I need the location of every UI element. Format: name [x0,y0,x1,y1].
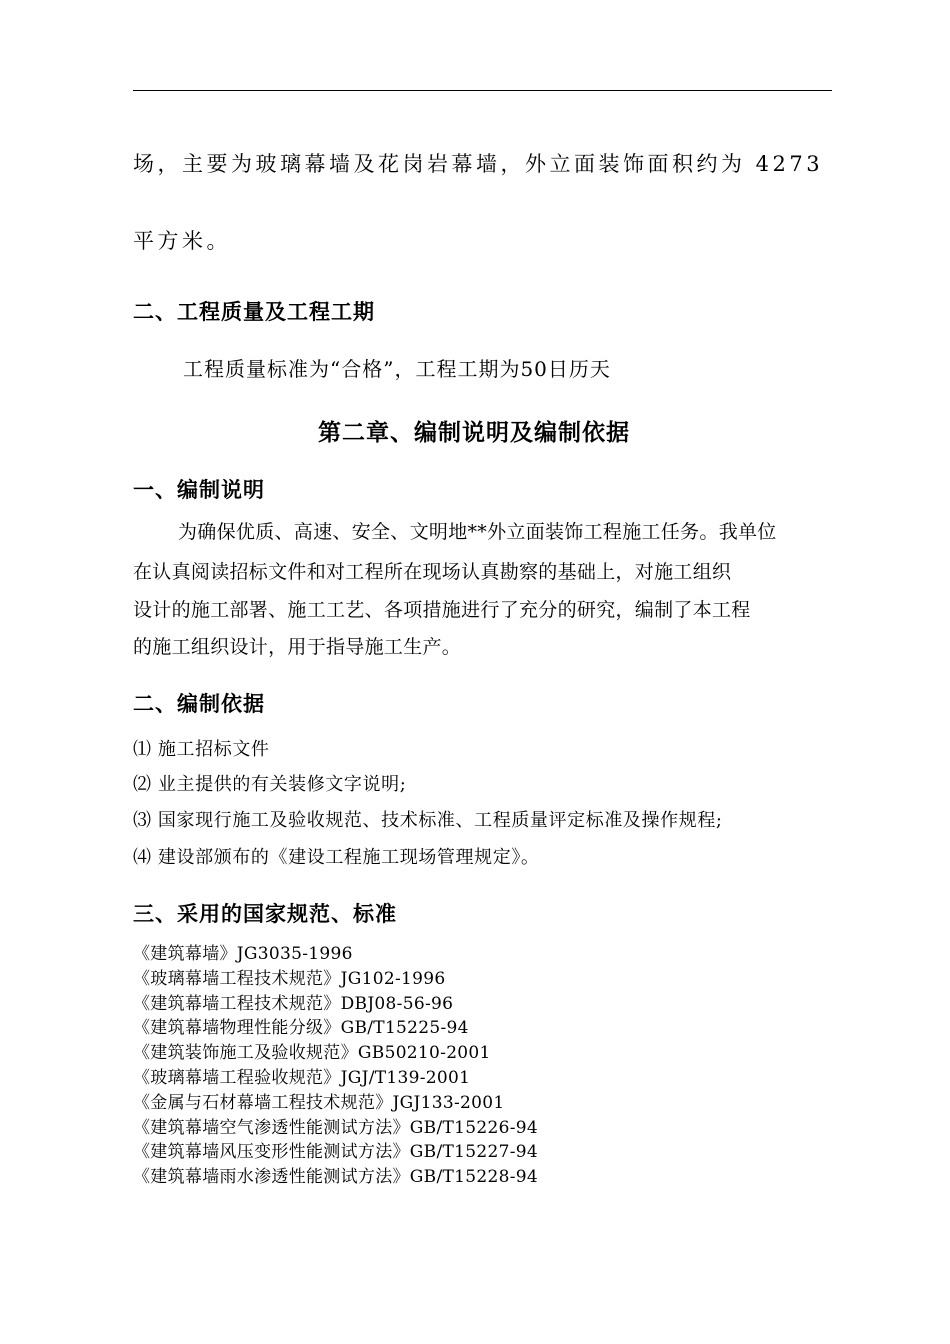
standard-item: 《建筑幕墙空气渗透性能测试方法》GB/T15226-94 [133,1117,538,1138]
standard-item: 《建筑幕墙风压变形性能测试方法》GB/T15227-94 [133,1142,538,1163]
intro-line-2: 平方米。 [133,229,231,253]
standard-item: 《建筑幕墙雨水渗透性能测试方法》GB/T15228-94 [133,1167,538,1188]
standard-item: 《建筑幕墙》JG3035-1996 [133,944,353,964]
standard-item: 《建筑装饰施工及验收规范》GB50210-2001 [133,1043,491,1064]
intro-line-1: 场，主要为玻璃幕墙及花岗岩幕墙，外立面装饰面积约为 4273 [133,152,824,176]
standard-item: 《建筑幕墙工程技术规范》DBJ08-56-96 [133,993,454,1014]
basis-item: ⑷ 建设部颁布的《建设工程施工现场管理规定》。 [133,847,540,868]
standard-item: 《玻璃幕墙工程技术规范》JG102-1996 [133,968,446,989]
explain-line: 在认真阅读招标文件和对工程所在现场认真勘察的基础上，对施工组织 [133,561,732,583]
standard-item: 《玻璃幕墙工程验收规范》JGJ/T139-2001 [133,1067,471,1088]
basis-item: ⑵ 业主提供的有关装修文字说明; [133,774,407,795]
standard-item: 《建筑幕墙物理性能分级》GB/T15225-94 [133,1018,469,1039]
chapter-title: 第二章、编制说明及编制依据 [318,420,630,446]
header-rule [133,90,832,91]
standards-list [133,942,538,1190]
explain-line: 的施工组织设计，用于指导施工生产。 [133,636,462,658]
quality-text: 工程质量标准为“合格”，工程工期为50日历天 [183,357,611,381]
explain-line: 为确保优质、高速、安全、文明地**外立面装饰工程施工任务。我单位 [178,521,777,543]
quality-heading: 二、工程质量及工程工期 [133,300,375,324]
basis-heading: 二、编制依据 [133,692,265,716]
explain-line: 设计的施工部署、施工工艺、各项措施进行了充分的研究，编制了本工程 [133,599,751,621]
explain-heading: 一、编制说明 [133,478,265,502]
basis-item: ⑴ 施工招标文件 [133,739,270,760]
standards-heading: 三、采用的国家规范、标准 [133,902,397,926]
standard-item: 《金属与石材幕墙工程技术规范》JGJ133-2001 [133,1092,505,1113]
basis-item: ⑶ 国家现行施工及验收规范、技术标准、工程质量评定标准及操作规程; [133,810,723,831]
